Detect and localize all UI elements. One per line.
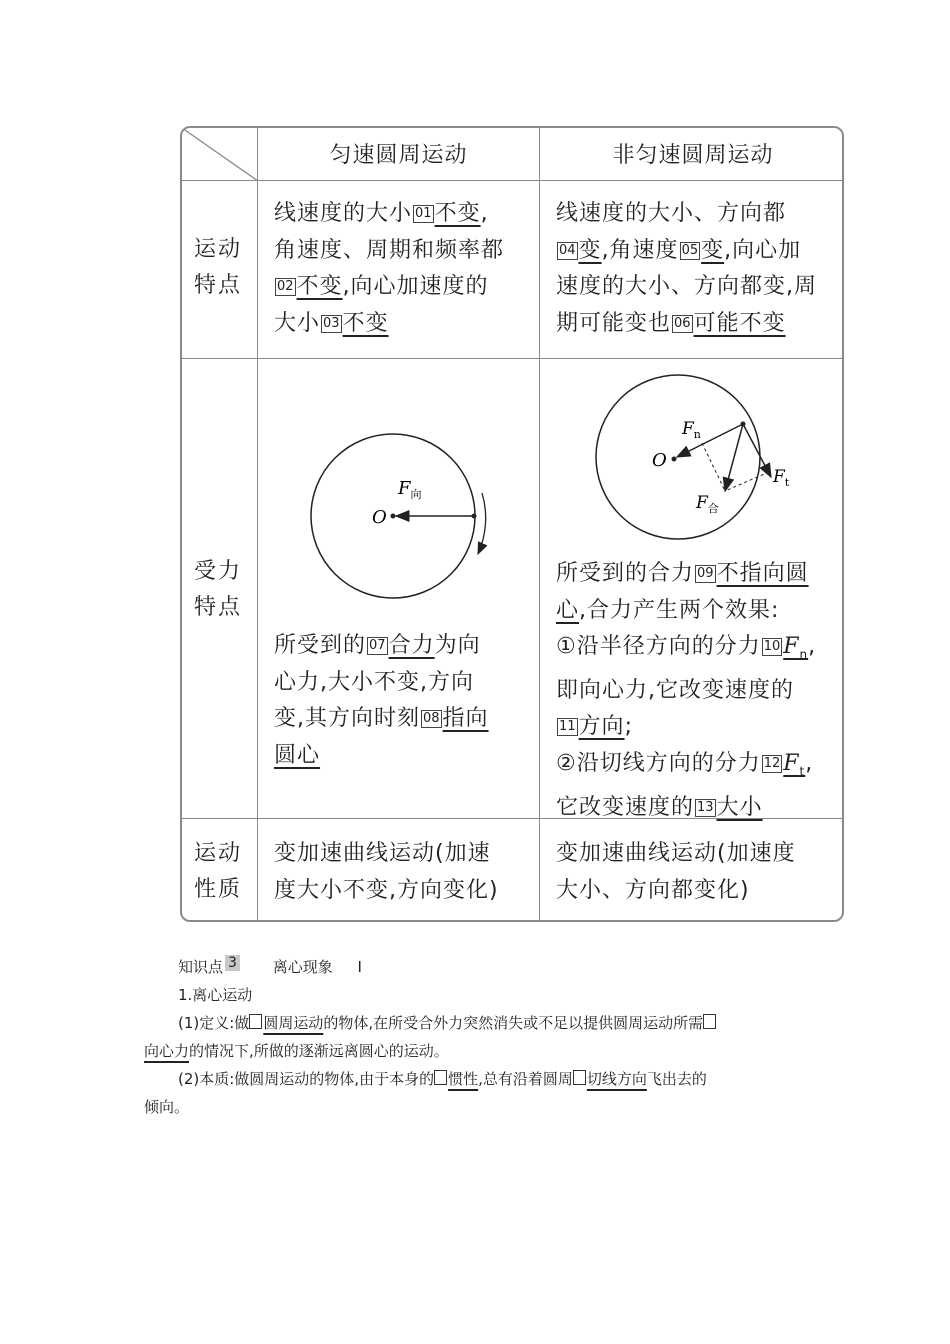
net-force-arrow: [725, 424, 743, 491]
uniform-circle-figure: [302, 468, 502, 598]
center-label: O: [652, 450, 667, 471]
answer-number: 06: [674, 315, 691, 331]
item-heading: 1.离心运动: [178, 986, 253, 1004]
blank-box-icon: [703, 1014, 716, 1029]
fnet-label: $F_合$: [696, 493, 719, 515]
answer-number: 05: [681, 242, 699, 258]
answer-text: 不变: [296, 274, 343, 299]
answer-text: 不指向圆: [716, 561, 809, 586]
answer-text: 变: [701, 237, 725, 263]
answer-text: F: [783, 750, 800, 776]
paragraph-essence-cont: 倾向。: [144, 1098, 190, 1116]
ft-label: $F_t$: [773, 467, 790, 489]
force-label: $F_向$: [398, 478, 422, 501]
answer-number: 01: [415, 206, 432, 221]
answer-number: 03: [323, 315, 340, 331]
paragraph-essence: (2)本质:做圆周运动的物体,由于本身的 惯性,总有沿着圆周 切线方向飞出去的: [178, 1070, 707, 1088]
blank-box-icon: [249, 1014, 262, 1029]
row-label-motion: [194, 232, 242, 304]
center-label: O: [372, 507, 387, 528]
cell-nature-uniform: 变加速曲线运动(加速 度大小不变,方向变化): [274, 841, 499, 903]
dashed-parallelogram-edge: [725, 472, 769, 491]
answer-number: 11: [559, 719, 576, 735]
answer-text: 切线方向: [586, 1070, 647, 1088]
row-label-line: 性质: [194, 877, 243, 902]
answer-number: 04: [559, 242, 576, 258]
answer-text: 心: [556, 597, 580, 623]
knowledge-label: 知识点: [178, 958, 224, 976]
grid-line: [182, 358, 842, 359]
answer-number: 02: [277, 279, 294, 294]
paragraph-definition-cont: 向心力的情况下,所做的逐渐远离圆心的运动。: [144, 1042, 449, 1060]
answer-text: 向心力: [144, 1042, 190, 1060]
tangential-force-arrow: [743, 424, 771, 477]
grid-line: [182, 180, 842, 181]
header-uniform: 匀速圆周运动: [329, 143, 468, 168]
row-label-line: 运动: [194, 841, 243, 866]
comparison-table: [180, 126, 844, 922]
answer-number: 09: [697, 566, 714, 581]
motion-direction-arrow: [478, 493, 486, 554]
grid-line: [257, 128, 258, 920]
fn-label: $F_n$: [682, 419, 701, 441]
particle-point: [472, 514, 477, 519]
answer-text: 惯性: [448, 1070, 479, 1088]
row-label-nature: [194, 836, 242, 908]
cell-force-uniform: 所受到的 07 合力为向 心力,大小不变,方向 变,其方向时刻 08 指向 圆心: [274, 633, 489, 768]
answer-text: 大小: [716, 794, 763, 820]
center-point: [672, 457, 677, 462]
answer-number: 07: [369, 638, 386, 653]
knowledge-point-heading: [178, 953, 362, 981]
diagonal-header-line: [182, 128, 258, 181]
row-label-line: 运动: [194, 237, 243, 262]
blank-box-icon: [434, 1070, 447, 1085]
answer-number: 12: [763, 755, 781, 771]
answer-text: 不变: [342, 310, 389, 336]
answer-text: 指向: [442, 706, 489, 731]
answer-text: 不变: [434, 201, 481, 226]
center-point: [391, 514, 396, 519]
nonuniform-circle-figure: [582, 368, 842, 548]
cell-force-nonuniform: 所受到的合力 09 不指向圆 心,合力产生两个效果: ①沿半径方向的分力 10 $F_n$, 即向心力,它改变速度的 11 方向; ②沿切线方向的分力 12 $F_t$, 它改变速度的 13 大小: [556, 561, 817, 820]
dashed-parallelogram-edge: [702, 443, 725, 491]
row-label-force: [194, 554, 242, 626]
row-label-line: 特点: [194, 595, 243, 620]
answer-text: F: [783, 634, 800, 659]
knowledge-number: 3: [225, 955, 240, 971]
paragraph-definition: (1)定义:做 圆周运动的物体,在所受合外力突然消失或不足以提供圆周运动所需: [178, 1009, 818, 1037]
knowledge-title: 离心现象: [272, 958, 333, 976]
cell-nature-nonuniform: 变加速曲线运动(加速度 大小、方向都变化): [556, 841, 796, 903]
answer-text: 圆心: [274, 742, 321, 768]
answer-number: 13: [697, 799, 714, 815]
answer-text: 方向: [578, 714, 625, 740]
header-nonuniform: 非匀速圆周运动: [612, 143, 774, 168]
blank-box-icon: [573, 1070, 586, 1085]
cell-motion-nonuniform: 线速度的大小、方向都 04 变,角速度 05 变,向心加 速度的大小、方向都变,周 期可能变也 06 可能不变: [556, 201, 817, 336]
knowledge-level: Ⅰ: [357, 958, 362, 976]
cell-motion-uniform: 线速度的大小 01 不变, 角速度、周期和频率都 02 不变,向心加速度的 大小 03 不变: [274, 201, 505, 336]
answer-text: 合力: [388, 633, 435, 658]
grid-line: [539, 128, 540, 920]
answer-text: 可能不变: [693, 310, 786, 336]
answer-number: 10: [763, 639, 781, 654]
answer-number: 08: [423, 711, 440, 726]
answer-text: 圆周运动: [263, 1014, 324, 1032]
row-label-line: 受力: [194, 559, 243, 584]
answer-text: 变: [578, 237, 602, 263]
row-label-line: 特点: [194, 273, 243, 298]
